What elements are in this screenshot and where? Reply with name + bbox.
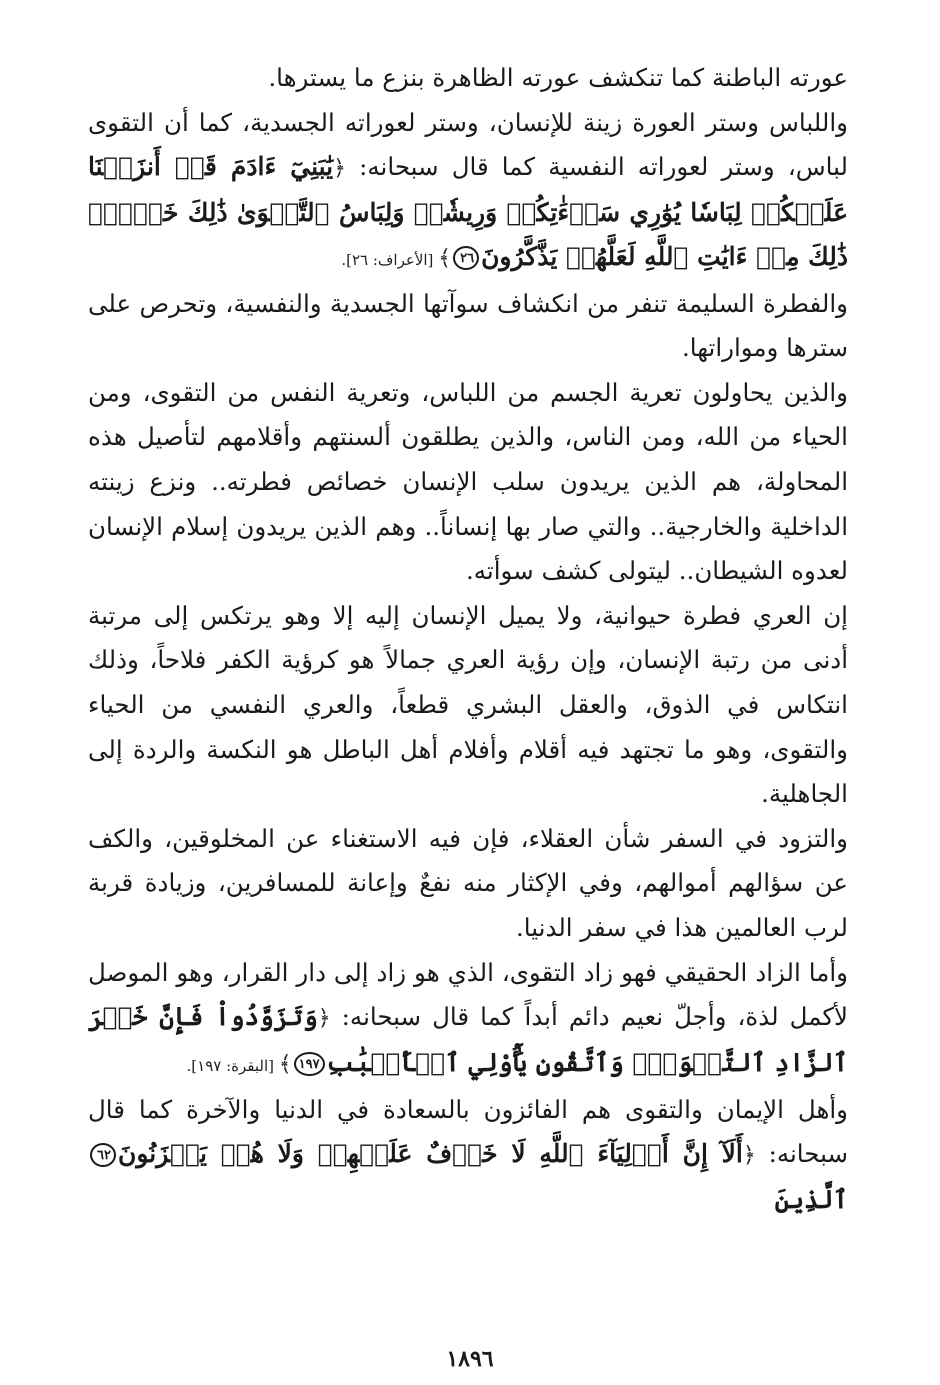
paragraph-p1 [88,56,848,101]
paragraph-p7 [88,951,848,1088]
body-text: والتزود في السفر شأن العقلاء، فإن فيه الاستغناء عن المخلوقين، والكف عن سؤالهم أموالهم، وفي الإكثار منه نفعٌ وإعانة للمسافرين، وزيادة قربة لرب العالمين هذا في سفر الدنيا. [88,823,848,942]
body-text: والفطرة السليمة تنفر من انكشاف سوآتها الجسدية والنفسية، وتحرص على سترها ومواراتها. [88,288,848,363]
body-text: واللباس وستر العورة زينة للإنسان، وستر لعوراته الجسدية، كما أن التقوى لباس، وستر لعوراته النفسية كما قال سبحانه: [88,107,849,181]
paragraph-p6 [88,817,848,951]
quran-bracket: ﴾ [438,245,452,271]
paragraph-p2 [88,101,848,282]
paragraph-p8 [88,1088,848,1222]
quran-bracket: ﴾ [278,1051,292,1077]
paragraph-p5 [88,594,848,817]
quran-verse: وَتَزَوَّدُواْ فَإِنَّ خَيۡرَ ٱلزَّادِ ٱلتَّقۡوَىٰۖ وَٱتَّقُونِ يَٰٓأُوْلِي ٱلۡأَلۡبَٰبِ [88,1001,848,1077]
body-text: وأما الزاد الحقيقي فهو زاد التقوى، الذي هو زاد إلى دار القرار، وهو الموصل لأكمل لذة، وأجلّ نعيم دائم أبداً كما قال سبحانه: [88,957,848,1031]
quran-verse: يَٰبَنِيٓ ءَادَمَ قَدۡ أَنزَلۡنَا عَلَيۡكُمۡ لِبَاسٗا يُوَٰرِي سَوۡءَٰتِكُمۡ وَرِيشٗاۖ وَلِبَاسُ ٱلتَّقۡوَىٰ ذَٰلِكَ خَيۡرٞۚ ذَٰلِكَ مِنۡ ءَايَٰتِ ٱللَّهِ لَعَلَّهُمۡ يَذَّكَّرُونَ [88,151,848,271]
paragraph-p3 [88,282,848,371]
paragraph-p4 [88,371,848,594]
verse-reference: [البقرة: ١٩٧]. [186,1056,279,1075]
quran-verse: ٱلَّذِينَ [774,1184,848,1214]
body-text: والذين يحاولون تعرية الجسم من اللباس، وتعرية النفس من التقوى، ومن الحياء من الله، ومن الناس، والذين يطلقون ألسنتهم وأقلامهم لتأصيل هذه المحاولة، هم الذين يريدون سلب الإنسان خصائص فطرته.. ونزع زينته الداخلية والخارجية.. والتي صار بها إنساناً.. وهم الذين يريدون إسلام الإنسان لعدوه الشيطان.. ليتولى كشف سوأته. [88,377,848,586]
body-text: عورته الباطنة كما تنكشف عورته الظاهرة بنزع ما يسترها. [268,63,848,92]
ayah-number: ٦٢ [90,1143,116,1167]
document-page [88,56,848,1222]
body-text: إن العري فطرة حيوانية، ولا يميل الإنسان إليه إلا وهو يرتكس إلى مرتبة أدنى من رتبة الإنسان، وإن رؤية العري جمالاً هو كرؤية الكفر فلاحاً، وذلك انتكاس في الذوق، والعقل البشري قطعاً، والعري النفسي من الحياء والتقوى، وهو ما تجتهد فيه أقلام وأفلام أهل الباطل هو النكسة والردة إلى الجاهلية. [88,600,848,809]
ayah-number: ١٩٧ [294,1052,325,1076]
ayah-number: ٢٦ [453,246,479,270]
quran-bracket: ﴿ [317,1005,331,1031]
page-number: ١٨٩٦ [446,1346,494,1372]
verse-reference: [الأعراف: ٢٦]. [341,250,439,269]
quran-verse: أَلَآ إِنَّ أَوۡلِيَآءَ ٱللَّهِ لَا خَوۡفٌ عَلَيۡهِمۡ وَلَا هُمۡ يَحۡزَنُونَ [118,1138,743,1168]
quran-bracket: ﴿ [333,155,347,181]
quran-bracket: ﴿ [742,1142,756,1168]
body-text: وأهل الإيمان والتقوى هم الفائزون بالسعادة في الدنيا والآخرة كما قال سبحانه: [88,1094,848,1168]
